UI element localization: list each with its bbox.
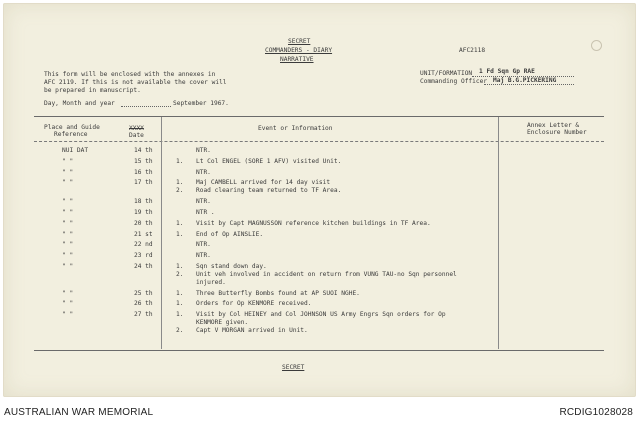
credit-reference: RCDIG1028028: [559, 407, 633, 418]
entry-item-number: 1.: [176, 289, 184, 297]
entry-text: Orders for Op KENMORE received.: [196, 300, 312, 308]
entry-text: Visit by Capt MAGNUSSON reference kitchen buildings in TF Area.: [196, 219, 431, 227]
note-line-2: AFC 2119. If this is not available the cover will: [44, 79, 227, 86]
diary-title: COMMANDERS - DIARY: [265, 47, 333, 54]
entry-text: Visit by Col HEINEY and Col JOHNSON US Army Engrs Sqn orders for Op: [196, 311, 446, 319]
entry-place: " ": [62, 300, 74, 308]
entry-place: " ": [62, 262, 74, 270]
date-label: Day, Month and year: [44, 100, 115, 107]
entry-item-number: 2.: [176, 326, 184, 334]
credit-institution: AUSTRALIAN WAR MEMORIAL: [4, 407, 154, 418]
entry-date: 20 th: [134, 219, 153, 227]
entry-text: Three Butterfly Bombs found at AP SUOI NGHE.: [196, 289, 360, 297]
entry-item-number: 1.: [176, 219, 184, 227]
entry-place: " ": [62, 168, 74, 176]
entry-item-number: 1.: [176, 179, 184, 187]
entry-date: 25 th: [134, 289, 153, 297]
table-header-rule: [34, 141, 604, 142]
entry-date: 22 nd: [134, 241, 153, 249]
secret-footer: SECRET: [282, 364, 305, 371]
entry-text: Maj CAMBELL arrived for 14 day visit: [196, 179, 331, 187]
entry-place: NUI DAT: [62, 147, 89, 154]
entry-date: 14 th: [134, 147, 153, 154]
narrative-label: NARRATIVE: [280, 56, 314, 63]
entry-place: " ": [62, 219, 74, 227]
unit-value: 1 Fd Sqn Gp RAE: [479, 68, 535, 75]
secret-header: SECRET: [288, 38, 311, 45]
entry-date: 17 th: [134, 179, 153, 187]
entry-place: " ": [62, 289, 74, 297]
entry-text: Road clearing team returned to TF Area.: [196, 187, 342, 195]
entry-date: 21 st: [134, 230, 153, 238]
entry-date: 23 rd: [134, 252, 153, 260]
entry-item-number: 1.: [176, 230, 184, 238]
entry-text: NTR.: [196, 168, 211, 176]
entry-place: " ": [62, 157, 74, 165]
date-dotted-line: [121, 106, 171, 107]
col-annex-heading-2: Enclosure Number: [527, 129, 587, 136]
entry-date: 19 th: [134, 208, 153, 216]
entry-date: 26 th: [134, 300, 153, 308]
diary-page: [3, 3, 636, 397]
col-date-struck: XXXX: [129, 125, 144, 132]
entry-text: End of Op AINSLIE.: [196, 230, 264, 238]
column-divider-date: [161, 117, 162, 349]
note-line-1: This form will be enclosed with the annexes in: [44, 71, 216, 78]
entry-date: 15 th: [134, 157, 153, 165]
col-annex-heading-1: Annex Letter &: [527, 122, 580, 129]
entry-text: NTR.: [196, 241, 211, 249]
co-value: Maj B.G.PICKERING: [493, 77, 557, 84]
note-line-3: be prepared in manuscript.: [44, 87, 141, 94]
entry-text: NTR .: [196, 208, 215, 216]
entry-date: 16 th: [134, 168, 153, 176]
entry-text: NTR.: [196, 147, 211, 154]
entry-date: 18 th: [134, 198, 153, 206]
entry-item-number: 1.: [176, 311, 184, 319]
entry-place: " ": [62, 230, 74, 238]
col-date-heading: Date: [129, 132, 144, 139]
entry-text: KENMORE given.: [196, 319, 249, 326]
table-top-rule: [34, 116, 604, 117]
col-event-heading: Event or Information: [258, 125, 333, 132]
date-value: September 1967.: [173, 100, 229, 107]
co-dotted-line: [484, 84, 574, 85]
entry-place: " ": [62, 241, 74, 249]
entry-place: " ": [62, 179, 74, 187]
form-code: AFC2118: [459, 47, 486, 54]
entry-date: 27 th: [134, 311, 153, 319]
col-place-heading-2: Reference: [54, 131, 88, 138]
credit-bar: [0, 399, 639, 421]
entry-item-number: 1.: [176, 300, 184, 308]
entry-place: " ": [62, 252, 74, 260]
entry-item-number: 2.: [176, 187, 184, 195]
entry-text: injured.: [196, 278, 226, 286]
table-bottom-rule: [34, 350, 604, 351]
entry-place: " ": [62, 208, 74, 216]
column-divider-annex: [498, 117, 499, 349]
entry-item-number: 1.: [176, 262, 184, 270]
co-label: Commanding Officer: [420, 78, 488, 85]
entry-place: " ": [62, 198, 74, 206]
entry-item-number: 2.: [176, 270, 184, 278]
entry-text: Unit veh involved in accident on return from VUNG TAU-no Sqn personnel: [196, 270, 457, 278]
entry-text: Sqn stand down day.: [196, 262, 267, 270]
entry-text: NTR.: [196, 198, 211, 206]
unit-label: UNIT/FORMATION: [420, 70, 473, 77]
entry-place: " ": [62, 311, 74, 319]
entry-item-number: 1.: [176, 157, 184, 165]
entry-text: Lt Col ENGEL (SORE 1 AFV) visited Unit.: [196, 157, 342, 165]
punch-hole: [591, 40, 602, 51]
entry-text: Capt V MORGAN arrived in Unit.: [196, 326, 308, 334]
entry-text: NTR.: [196, 252, 211, 260]
entry-date: 24 th: [134, 262, 153, 270]
col-place-heading-1: Place and Guide: [44, 124, 100, 131]
